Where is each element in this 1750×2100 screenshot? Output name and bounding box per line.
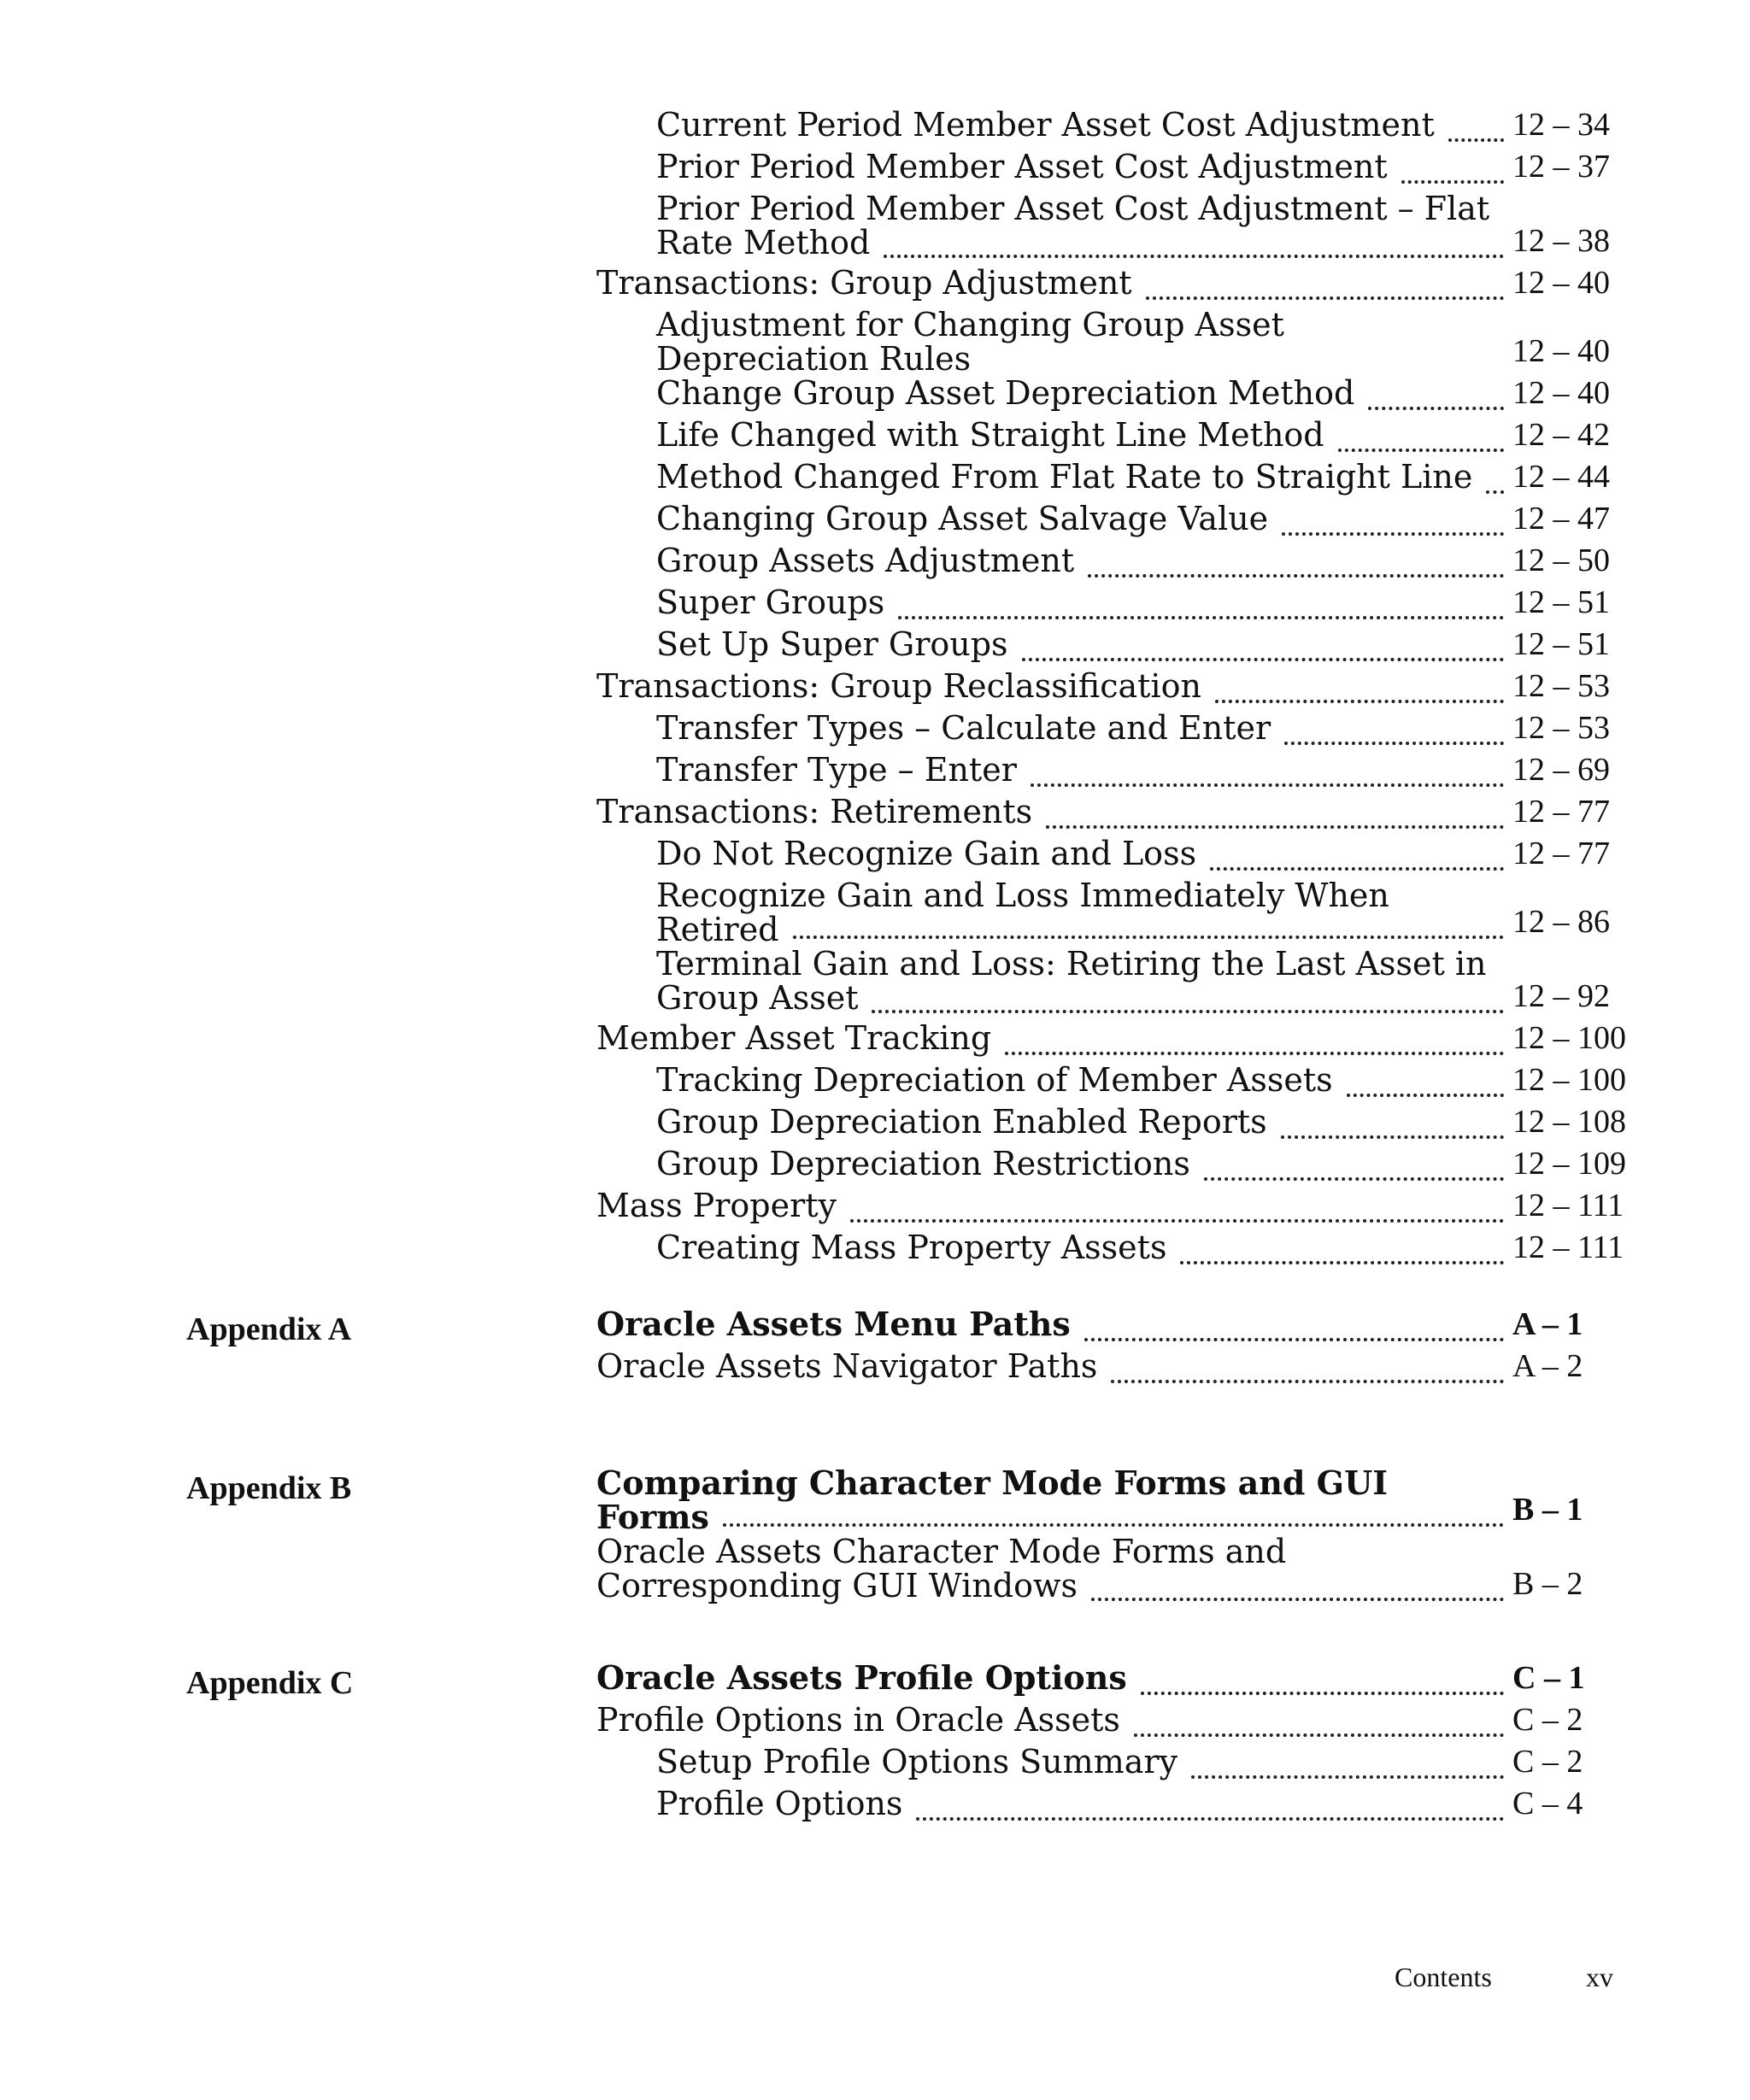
toc-entry-transactions-group-adjustment[interactable] — [596, 266, 1632, 308]
toc-entry-title: Transactions: Group Adjustment — [596, 264, 1132, 302]
dot-leader — [1282, 524, 1504, 536]
toc-entry-page: 12 – 108 — [1512, 1104, 1626, 1140]
toc-entry-tracking-depreciation-of-member-assets[interactable] — [596, 1063, 1632, 1105]
toc-appendix-c — [596, 1658, 1632, 1828]
toc-entry-title: Group Depreciation Restrictions — [656, 1145, 1190, 1182]
toc-entry-title: Profile Options in Oracle Assets — [596, 1701, 1120, 1739]
dot-leader — [1141, 1683, 1504, 1695]
toc-entry-page: A – 2 — [1512, 1348, 1583, 1384]
dot-leader — [850, 1211, 1504, 1223]
toc-entry-page: 12 – 40 — [1512, 265, 1610, 301]
dot-leader — [1111, 1371, 1504, 1383]
toc-entry-oracle-assets-navigator-paths[interactable] — [596, 1349, 1632, 1391]
toc-entry-page: B – 2 — [1512, 1566, 1583, 1602]
footer-page-number: xv — [1586, 1962, 1613, 1992]
toc-entry-page: 12 – 100 — [1512, 1020, 1626, 1056]
dot-leader — [793, 927, 1504, 939]
dot-leader — [723, 1515, 1504, 1527]
dot-leader — [1146, 288, 1504, 300]
toc-entry-title: Oracle Assets Profile Options — [596, 1658, 1127, 1697]
toc-entry-page: 12 – 47 — [1512, 501, 1610, 537]
dot-leader — [1180, 1252, 1504, 1264]
toc-entry-page: C – 2 — [1512, 1744, 1583, 1780]
toc-entry-page: 12 – 69 — [1512, 752, 1610, 788]
toc-entry-transactions-retirements[interactable] — [596, 795, 1632, 836]
toc-entry-title: Current Period Member Asset Cost Adjustment — [656, 106, 1435, 144]
toc-entry-page: 12 – 77 — [1512, 794, 1610, 830]
toc-entry-profile-options-in-oracle-assets[interactable] — [596, 1703, 1632, 1745]
toc-entry-creating-mass-property-assets[interactable] — [596, 1230, 1632, 1272]
dot-leader — [1191, 1767, 1504, 1779]
toc-entry-mass-property[interactable] — [596, 1188, 1632, 1230]
dot-leader — [1091, 1589, 1504, 1601]
toc-entry-title: Oracle Assets Navigator Paths — [596, 1347, 1098, 1385]
dot-leader — [1204, 1169, 1504, 1181]
toc-entry-title: Creating Mass Property Assets — [656, 1229, 1167, 1266]
toc-entry-do-not-recognize-gain-and-loss[interactable] — [596, 836, 1632, 878]
dot-leader — [1338, 440, 1504, 452]
toc-entry-page: 12 – 44 — [1512, 459, 1610, 495]
toc-entry-method-changed-from-flat-rate-to-straight-line[interactable] — [596, 460, 1632, 502]
toc-entry-title: Do Not Recognize Gain and Loss — [656, 835, 1197, 872]
toc-entry-comparing-character-mode-forms-and-gui-forms[interactable] — [596, 1466, 1632, 1534]
toc-entry-adjustment-for-changing-group-asset-depreciation-rules[interactable] — [596, 308, 1632, 376]
toc-entry-title: Transactions: Retirements — [596, 793, 1033, 830]
appendix-c-label: Appendix C — [186, 1665, 354, 1701]
toc-entry-page: 12 – 53 — [1512, 710, 1610, 746]
toc-entry-title: Recognize Gain and Loss Immediately When Retired — [656, 877, 1389, 948]
toc-entry-page: 12 – 100 — [1512, 1062, 1626, 1098]
toc-entry-title: Setup Profile Options Summary — [656, 1743, 1178, 1780]
dot-leader — [1088, 566, 1504, 578]
toc-entry-oracle-assets-character-mode-forms-and-corresponding-gui-win[interactable] — [596, 1534, 1632, 1609]
footer-section-title: Contents — [1395, 1962, 1492, 1992]
toc-entry-title: Super Groups — [656, 584, 885, 621]
dot-leader — [1031, 775, 1504, 787]
toc-entry-page: 12 – 38 — [1512, 223, 1610, 259]
toc-entry-page: 12 – 51 — [1512, 584, 1610, 620]
toc-entry-set-up-super-groups[interactable] — [596, 627, 1632, 669]
toc-entry-transfer-types-calculate-and-enter[interactable] — [596, 711, 1632, 753]
toc-entry-terminal-gain-and-loss-retiring-the-last-asset-in-group-asse[interactable] — [596, 947, 1632, 1021]
toc-entry-page: 12 – 42 — [1512, 417, 1610, 453]
dot-leader — [916, 1809, 1504, 1821]
toc-entry-title: Group Assets Adjustment — [656, 542, 1075, 579]
toc-entry-title: Prior Period Member Asset Cost Adjustment — [656, 148, 1388, 185]
toc-entry-page: 12 – 111 — [1512, 1229, 1624, 1265]
toc-entry-title: Terminal Gain and Loss: Retiring the Last Asset in Group Asset — [656, 945, 1487, 1017]
toc-entry-super-groups[interactable] — [596, 585, 1632, 627]
toc-entry-page: 12 – 51 — [1512, 626, 1610, 662]
toc-entry-page: A – 1 — [1512, 1306, 1583, 1342]
dot-leader — [898, 607, 1504, 619]
toc-entry-title: Method Changed From Flat Rate to Straight Line — [656, 458, 1473, 496]
toc-entry-title: Member Asset Tracking — [596, 1019, 992, 1057]
toc-entry-title: Profile Options — [656, 1785, 903, 1822]
toc-entry-page: 12 – 92 — [1512, 978, 1610, 1014]
dot-leader — [1347, 1085, 1504, 1097]
toc-entry-page: 12 – 50 — [1512, 543, 1610, 578]
toc-entry-member-asset-tracking[interactable] — [596, 1021, 1632, 1063]
dot-leader — [1401, 172, 1504, 184]
toc-entry-title: Change Group Asset Depreciation Method — [656, 374, 1355, 412]
toc-entry-page: 12 – 109 — [1512, 1146, 1626, 1182]
toc-entry-setup-profile-options-summary[interactable] — [596, 1745, 1632, 1786]
toc-entry-recognize-gain-and-loss-immediately-when-retired[interactable] — [596, 878, 1632, 947]
dot-leader — [872, 1001, 1504, 1013]
dot-leader — [1134, 1725, 1504, 1737]
toc-entry-oracle-assets-menu-paths[interactable] — [596, 1307, 1632, 1349]
toc-entry-page: 12 – 53 — [1512, 668, 1610, 704]
dot-leader — [1022, 649, 1504, 661]
toc-entry-title: Transactions: Group Reclassification — [596, 667, 1201, 705]
toc-entry-page: 12 – 111 — [1512, 1188, 1624, 1223]
toc-entry-group-assets-adjustment[interactable] — [596, 543, 1632, 585]
toc-entry-life-changed-with-straight-line-method[interactable] — [596, 418, 1632, 460]
toc-entry-title: Changing Group Asset Salvage Value — [656, 500, 1269, 537]
toc-entry-page: 12 – 37 — [1512, 149, 1610, 185]
toc-entry-title: Oracle Assets Character Mode Forms and Corresponding GUI Windows — [596, 1533, 1287, 1604]
dot-leader — [1215, 691, 1504, 703]
toc-entry-title: Set Up Super Groups — [656, 625, 1008, 663]
dot-leader — [1486, 482, 1504, 494]
dot-leader — [1368, 398, 1504, 410]
toc-entry-title: Oracle Assets Menu Paths — [596, 1305, 1071, 1343]
toc-entry-page: C – 4 — [1512, 1786, 1583, 1821]
toc-entry-page: C – 2 — [1512, 1702, 1583, 1738]
toc-appendix-b — [596, 1466, 1632, 1609]
toc-entry-prior-period-member-asset-cost-adjustment-flat-rate-method[interactable] — [596, 191, 1632, 266]
toc-entry-group-depreciation-enabled-reports[interactable] — [596, 1105, 1632, 1147]
toc-entry-title: Prior Period Member Asset Cost Adjustment – Flat Rate Method — [656, 190, 1490, 261]
appendix-a-label: Appendix A — [186, 1311, 352, 1347]
dot-leader — [1005, 1043, 1504, 1055]
toc-entry-title: Comparing Character Mode Forms and GUI Forms — [596, 1464, 1389, 1536]
toc-entry-change-group-asset-depreciation-method[interactable] — [596, 376, 1632, 418]
toc-entry-page: 12 – 77 — [1512, 836, 1610, 871]
toc-entry-current-period-member-asset-cost-adjustment[interactable] — [596, 108, 1632, 150]
toc-entry-title: Transfer Type – Enter — [656, 751, 1017, 789]
toc-entry-page: C – 1 — [1512, 1660, 1585, 1696]
toc-entry-title: Life Changed with Straight Line Method — [656, 416, 1324, 454]
dot-leader — [1281, 1127, 1504, 1139]
toc-entry-title: Adjustment for Changing Group Asset Depreciation Rules — [656, 306, 1284, 378]
dot-leader — [1284, 733, 1504, 745]
toc-chapter-12-continued — [596, 108, 1632, 1272]
appendix-b-label: Appendix B — [186, 1470, 352, 1506]
dot-leader — [884, 246, 1504, 258]
toc-entry-oracle-assets-profile-options[interactable] — [596, 1658, 1632, 1703]
toc-entry-title: Mass Property — [596, 1187, 837, 1224]
dot-leader — [1210, 859, 1504, 871]
toc-entry-group-depreciation-restrictions[interactable] — [596, 1147, 1632, 1188]
toc-entry-title: Group Depreciation Enabled Reports — [656, 1103, 1267, 1141]
toc-entry-page: 12 – 40 — [1512, 375, 1610, 411]
toc-entry-transactions-group-reclassification[interactable] — [596, 669, 1632, 711]
dot-leader — [1084, 1329, 1504, 1341]
dot-leader — [1448, 130, 1504, 142]
toc-entry-title: Tracking Depreciation of Member Assets — [656, 1061, 1333, 1099]
toc-entry-transfer-type-enter[interactable] — [596, 753, 1632, 795]
toc-entry-page: 12 – 34 — [1512, 107, 1610, 143]
toc-entry-changing-group-asset-salvage-value[interactable] — [596, 502, 1632, 543]
toc-entry-page: 12 – 40 — [1512, 333, 1610, 369]
toc-entry-page: 12 – 86 — [1512, 904, 1610, 940]
toc-entry-profile-options[interactable] — [596, 1786, 1632, 1828]
toc-entry-page: B – 1 — [1512, 1492, 1583, 1528]
toc-entry-title: Transfer Types – Calculate and Enter — [656, 709, 1271, 747]
dot-leader — [1046, 817, 1504, 829]
toc-entry-prior-period-member-asset-cost-adjustment[interactable] — [596, 150, 1632, 191]
toc-appendix-a — [596, 1307, 1632, 1391]
